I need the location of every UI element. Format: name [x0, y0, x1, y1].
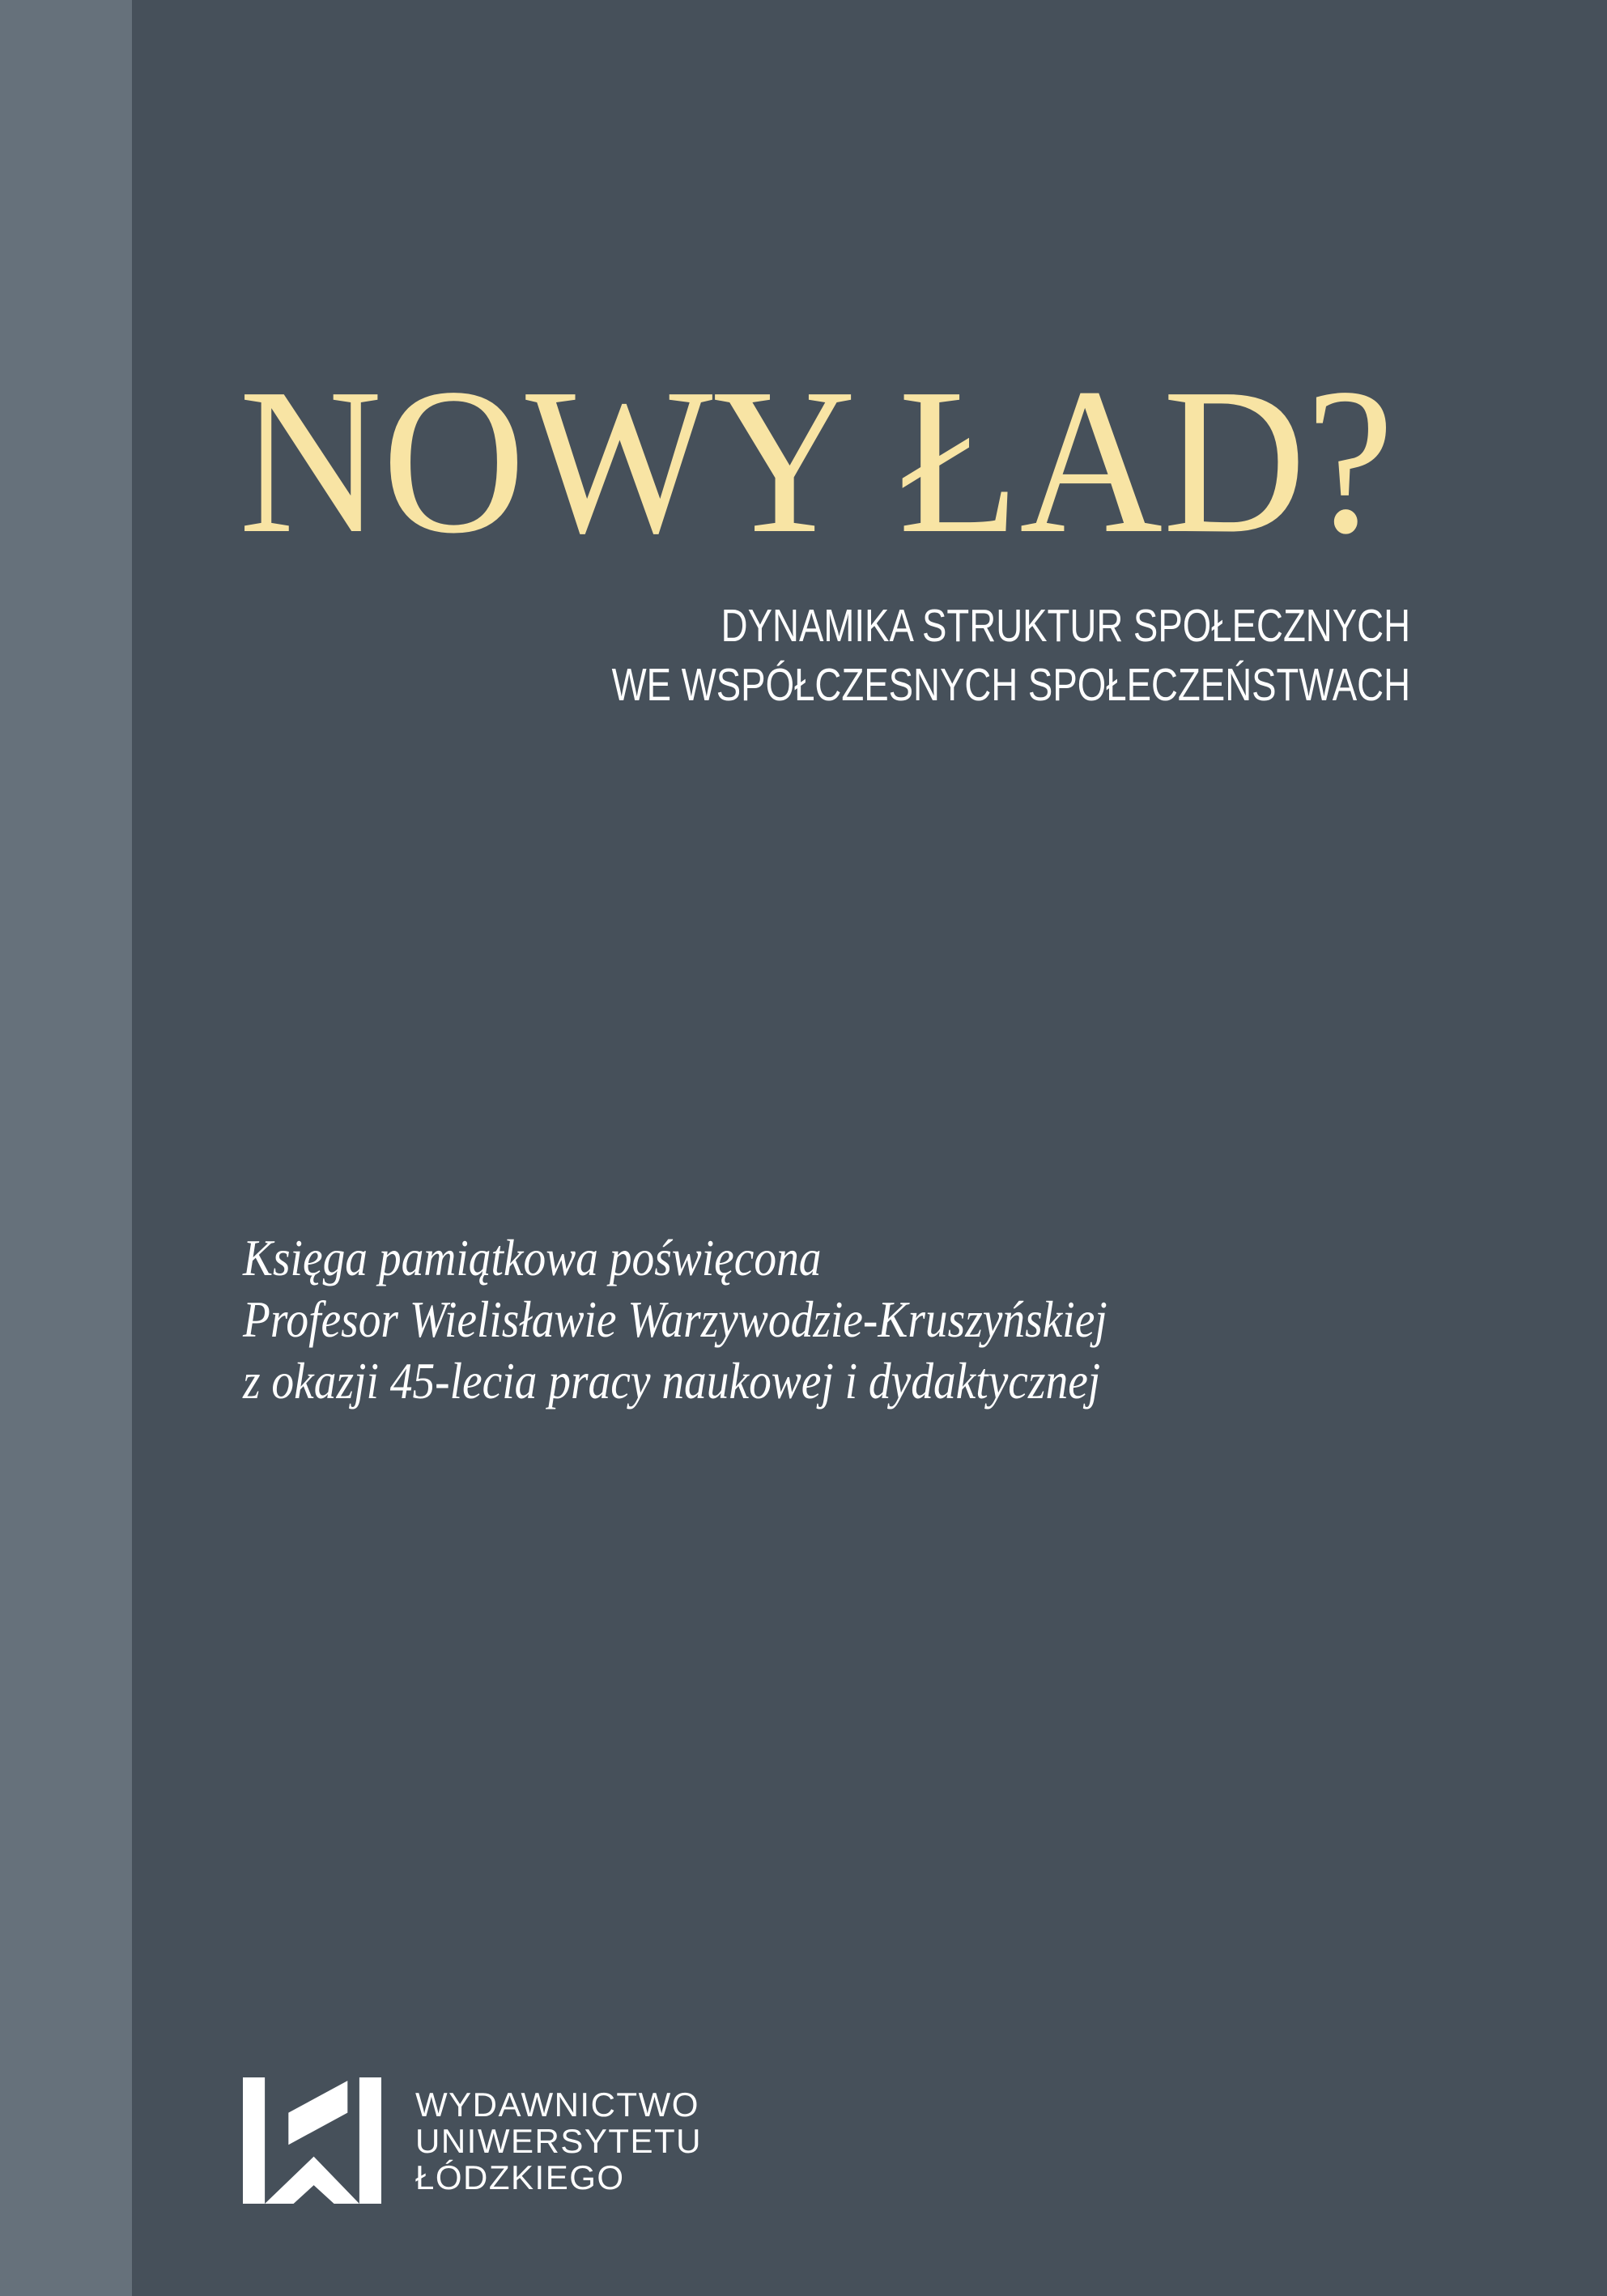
- subtitle-line-2: WE WSPÓŁCZESNYCH SPOŁECZEŃSTWACH: [611, 659, 1410, 711]
- spine-stripe: [0, 0, 132, 2296]
- subtitle-line-1: DYNAMIKA STRUKTUR SPOŁECZNYCH: [721, 600, 1410, 652]
- lodz-university-press-logo-icon: [243, 2077, 381, 2204]
- publisher-name: [415, 2086, 702, 2196]
- dedication-line-2: Profesor Wielisławie Warzywodzie-Kruszyńskiej: [243, 1291, 1107, 1348]
- dedication-text: [243, 1227, 1107, 1412]
- publisher-block: [243, 2077, 702, 2204]
- dedication-line-1: Księga pamiątkowa poświęcona: [243, 1230, 822, 1286]
- book-subtitle: [612, 597, 1410, 715]
- publisher-name-line-1: WYDAWNICTWO: [415, 2085, 699, 2124]
- publisher-name-line-2: UNIWERSYTETU: [415, 2121, 702, 2160]
- book-title: NOWY ŁAD?: [239, 345, 1395, 576]
- dedication-line-3: z okazji 45-lecia pracy naukowej i dydaktycznej: [243, 1353, 1101, 1409]
- publisher-name-line-3: ŁÓDZKIEGO: [415, 2158, 625, 2196]
